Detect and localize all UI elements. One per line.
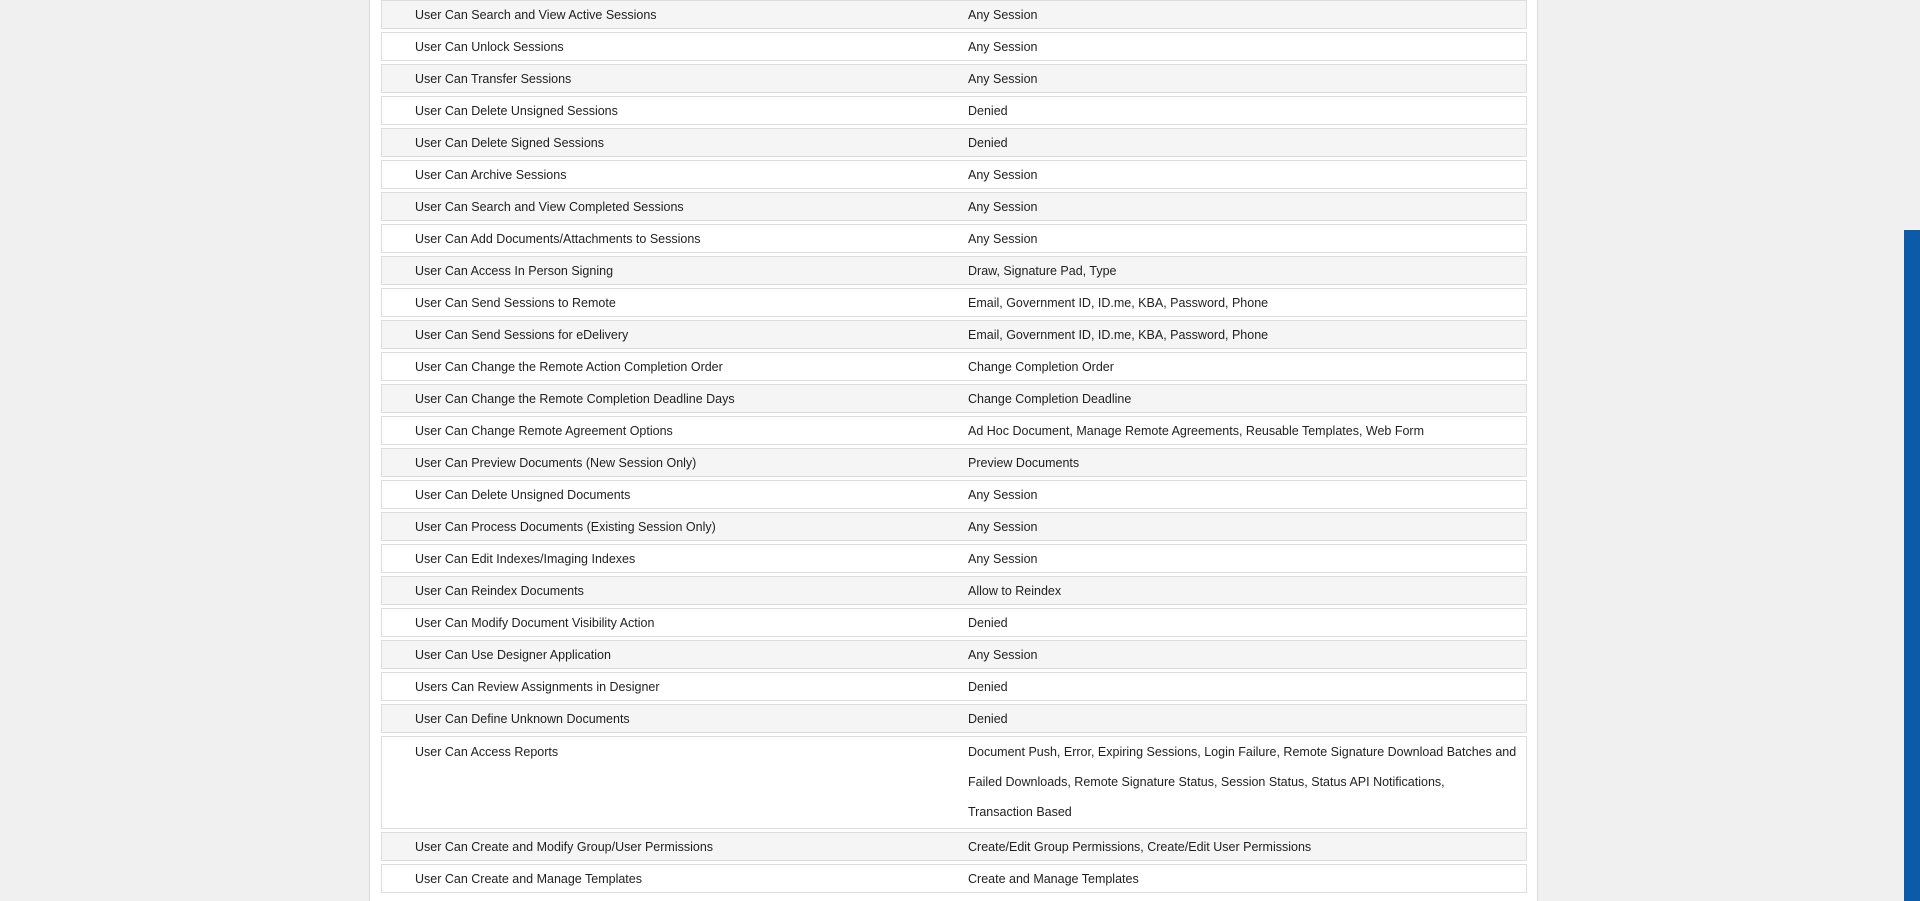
permission-value: Denied — [968, 615, 1008, 630]
vertical-scrollbar-thumb[interactable] — [1904, 230, 1920, 901]
permission-name: User Can Define Unknown Documents — [415, 711, 630, 726]
table-row — [381, 320, 1527, 349]
table-row — [381, 32, 1527, 61]
table-row — [381, 832, 1527, 861]
permission-name: User Can Preview Documents (New Session Only) — [415, 455, 697, 470]
permission-value: Email, Government ID, ID.me, KBA, Password, Phone — [968, 327, 1269, 342]
table-row — [381, 544, 1527, 573]
permission-name: User Can Unlock Sessions — [415, 39, 564, 54]
permission-name: Users Can Review Assignments in Designer — [415, 679, 660, 694]
permission-name: User Can Reindex Documents — [415, 583, 584, 598]
permission-name: User Can Search and View Active Sessions — [415, 7, 657, 22]
permission-value: Denied — [968, 711, 1008, 726]
permission-name: User Can Modify Document Visibility Action — [415, 615, 655, 630]
permission-value: Draw, Signature Pad, Type — [968, 263, 1117, 278]
table-row — [381, 416, 1527, 445]
permission-value-line: Failed Downloads, Remote Signature Status, Session Status, Status API Notifications, — [968, 775, 1445, 789]
permission-value: Ad Hoc Document, Manage Remote Agreements, Reusable Templates, Web Form — [968, 423, 1425, 438]
table-row — [381, 192, 1527, 221]
permissions-table — [369, 0, 1538, 901]
table-row — [381, 64, 1527, 93]
permission-value: Email, Government ID, ID.me, KBA, Password, Phone — [968, 295, 1269, 310]
table-row — [381, 576, 1527, 605]
permission-name: User Can Create and Manage Templates — [415, 871, 642, 886]
table-row — [381, 448, 1527, 477]
permission-name: User Can Archive Sessions — [415, 167, 567, 182]
permission-name: User Can Delete Unsigned Documents — [415, 487, 631, 502]
table-row — [381, 672, 1527, 701]
permission-name: User Can Process Documents (Existing Session Only) — [415, 519, 716, 534]
permission-value: Create/Edit Group Permissions, Create/Edit User Permissions — [968, 839, 1312, 854]
permission-value: Denied — [968, 103, 1008, 118]
table-row — [381, 128, 1527, 157]
permission-value: Any Session — [968, 167, 1038, 182]
permission-name: User Can Change the Remote Completion Deadline Days — [415, 391, 735, 406]
table-row — [381, 640, 1527, 669]
table-row — [381, 224, 1527, 253]
table-row — [381, 256, 1527, 285]
permission-value: Allow to Reindex — [968, 583, 1062, 598]
table-row — [381, 384, 1527, 413]
table-row — [381, 0, 1527, 29]
permission-value: Change Completion Deadline — [968, 391, 1132, 406]
permission-name: User Can Send Sessions to Remote — [415, 295, 616, 310]
permission-name: User Can Access Reports — [415, 745, 559, 759]
table-row — [381, 160, 1527, 189]
permission-value: Preview Documents — [968, 455, 1080, 470]
permission-name: User Can Create and Modify Group/User Permissions — [415, 839, 714, 854]
table-row — [381, 288, 1527, 317]
permission-value: Any Session — [968, 487, 1038, 502]
permission-value: Change Completion Order — [968, 359, 1114, 374]
permission-value: Denied — [968, 135, 1008, 150]
permission-value: Any Session — [968, 647, 1038, 662]
permission-name: User Can Send Sessions for eDelivery — [415, 327, 629, 342]
table-row — [381, 352, 1527, 381]
table-row — [381, 480, 1527, 509]
table-row — [381, 96, 1527, 125]
permission-name: User Can Change Remote Agreement Options — [415, 423, 673, 438]
permission-value-line: Document Push, Error, Expiring Sessions, Login Failure, Remote Signature Download Batches and — [968, 745, 1517, 759]
permission-name: User Can Access In Person Signing — [415, 263, 614, 278]
permission-value-line: Transaction Based — [968, 805, 1072, 819]
table-row — [381, 864, 1527, 893]
permission-name: User Can Search and View Completed Sessions — [415, 199, 684, 214]
permission-value: Create and Manage Templates — [968, 871, 1139, 886]
permission-name: User Can Delete Signed Sessions — [415, 135, 604, 150]
permission-name: User Can Edit Indexes/Imaging Indexes — [415, 551, 636, 566]
permission-name: User Can Add Documents/Attachments to Sessions — [415, 231, 701, 246]
permission-name: User Can Delete Unsigned Sessions — [415, 103, 618, 118]
table-row — [381, 608, 1527, 637]
permission-value: Any Session — [968, 7, 1038, 22]
permission-value: Any Session — [968, 551, 1038, 566]
permission-value: Any Session — [968, 519, 1038, 534]
table-row — [381, 512, 1527, 541]
permission-value: Any Session — [968, 71, 1038, 86]
table-row — [381, 736, 1527, 829]
permission-value: Any Session — [968, 231, 1038, 246]
permission-value: Any Session — [968, 39, 1038, 54]
permission-value: Denied — [968, 679, 1008, 694]
permission-value — [968, 737, 1526, 827]
permission-name: User Can Transfer Sessions — [415, 71, 572, 86]
permission-name: User Can Use Designer Application — [415, 647, 611, 662]
permission-value: Any Session — [968, 199, 1038, 214]
table-row — [381, 704, 1527, 733]
permission-name: User Can Change the Remote Action Completion Order — [415, 359, 723, 374]
